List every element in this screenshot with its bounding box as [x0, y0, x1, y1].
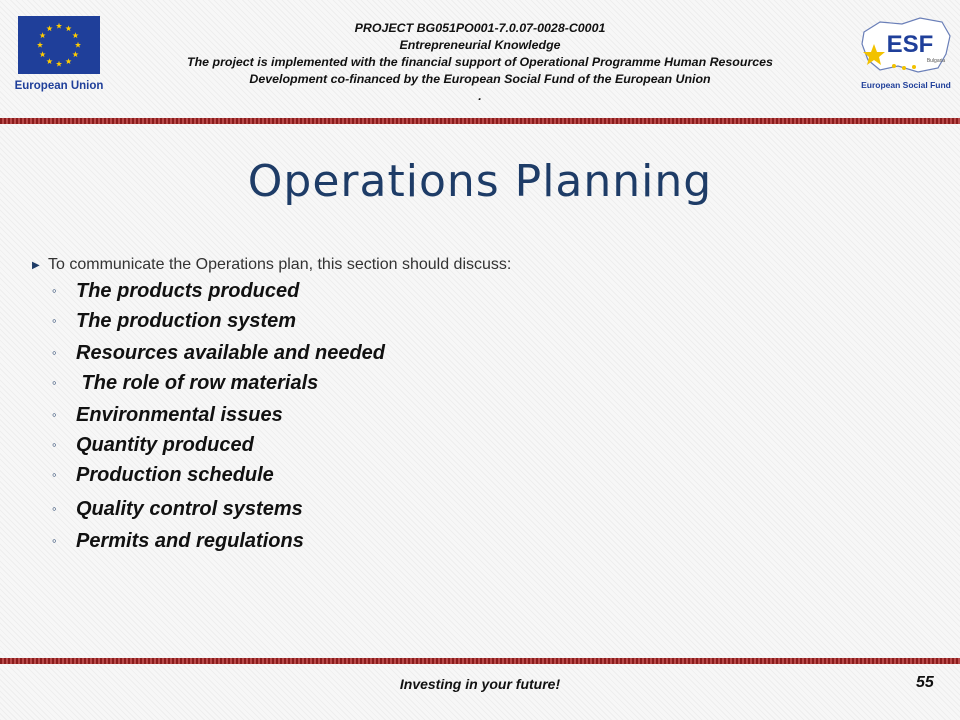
- list-item-text: Environmental issues: [76, 404, 283, 426]
- list-item: [52, 434, 752, 457]
- list-item-text: The production system: [76, 310, 297, 332]
- topics-list: [52, 280, 752, 553]
- circle-bullet-icon: ◦: [52, 313, 57, 328]
- eu-star-icon: [37, 42, 43, 48]
- project-name: Entrepreneurial Knowledge: [399, 38, 561, 52]
- list-item-text: Resources available and needed: [76, 342, 386, 364]
- footer-tagline: Investing in your future!: [399, 676, 561, 692]
- circle-bullet-icon: ◦: [52, 467, 57, 482]
- circle-bullet-icon: ◦: [52, 375, 57, 390]
- list-item: [52, 310, 752, 333]
- footer-divider: [0, 658, 960, 664]
- circle-bullet-icon: ◦: [52, 283, 57, 298]
- eu-star-icon: [72, 32, 78, 38]
- arrow-bullet-icon: ▶: [32, 260, 40, 271]
- eu-star-icon: [56, 61, 62, 67]
- circle-bullet-icon: ◦: [52, 533, 57, 548]
- list-item-text: Quantity produced: [76, 434, 254, 456]
- eu-star-icon: [65, 25, 71, 31]
- esf-logo-label: European Social Fund: [861, 80, 951, 90]
- list-item: [52, 372, 752, 395]
- circle-bullet-icon: ◦: [52, 501, 57, 516]
- eu-star-icon: [56, 23, 62, 29]
- esf-logo: [858, 14, 954, 98]
- list-item: [52, 498, 752, 521]
- list-item-text: The role of row materials: [76, 372, 319, 394]
- eu-logo-label: European Union: [14, 80, 104, 92]
- eu-star-icon: [40, 32, 46, 38]
- eu-star-icon: [46, 58, 52, 64]
- page-number: 55: [916, 674, 934, 691]
- project-funding-line-2: Development co-financed by the European Social Fund of the European Union: [249, 72, 711, 86]
- list-item: [52, 530, 752, 553]
- slide-title: Operations Planning: [247, 156, 713, 207]
- list-item: [52, 464, 752, 487]
- list-item: [52, 404, 752, 427]
- header-divider: [0, 118, 960, 124]
- project-code: PROJECT BG051PO001-7.0.07-0028-C0001: [354, 21, 606, 35]
- eu-star-icon: [65, 58, 71, 64]
- list-item-text: Production schedule: [76, 464, 274, 486]
- esf-map-icon: [858, 14, 954, 78]
- eu-star-icon: [72, 51, 78, 57]
- eu-flag: [18, 16, 100, 74]
- list-item-text: Quality control systems: [76, 498, 303, 520]
- circle-bullet-icon: ◦: [52, 437, 57, 452]
- list-item: [52, 280, 752, 303]
- intro-text: To communicate the Operations plan, this section should discuss:: [48, 256, 512, 273]
- list-item: [52, 342, 752, 365]
- eu-star-icon: [75, 42, 81, 48]
- eu-stars-icon: [18, 16, 100, 74]
- esf-name: ESF: [886, 31, 934, 58]
- intro-bullet: [32, 256, 932, 274]
- eu-star-icon: [46, 25, 52, 31]
- list-item-text: The products produced: [76, 280, 300, 302]
- esf-country: Bulgaria: [926, 58, 946, 64]
- project-header-dot: .: [478, 89, 482, 103]
- circle-bullet-icon: ◦: [52, 345, 57, 360]
- eu-star-icon: [40, 51, 46, 57]
- list-item-text: Permits and regulations: [76, 530, 304, 552]
- eu-logo: [14, 14, 104, 96]
- project-header: [115, 20, 845, 105]
- circle-bullet-icon: ◦: [52, 407, 57, 422]
- project-funding-line-1: The project is implemented with the financial support of Operational Programme Human Resources: [187, 55, 773, 69]
